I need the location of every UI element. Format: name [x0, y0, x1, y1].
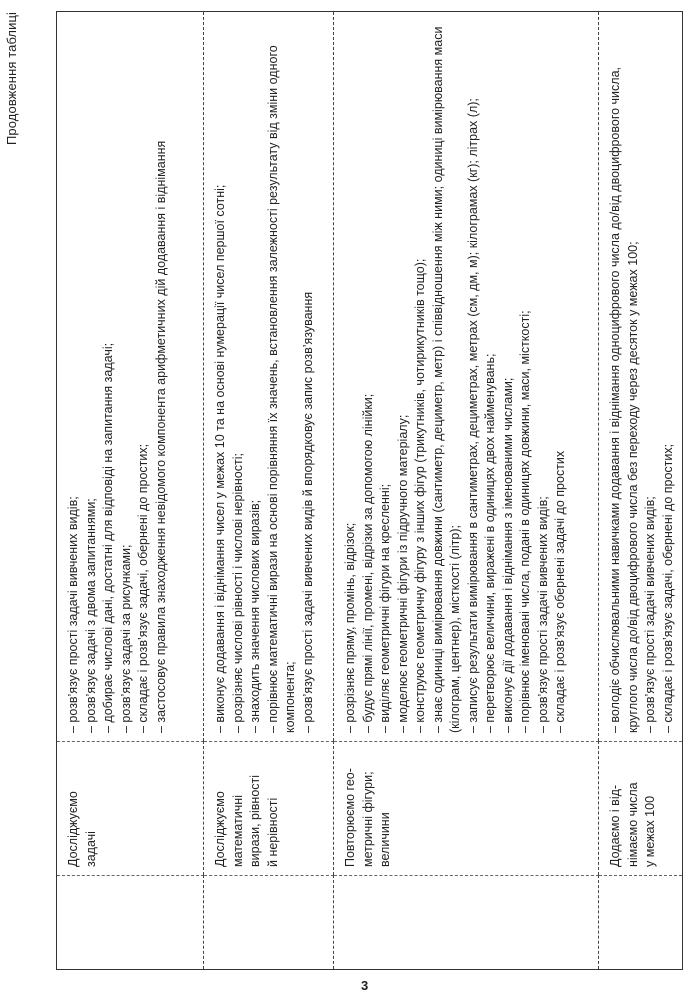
- list-item: – порівнює іменовані числа, подані в одиницях довжини, маси, місткості;: [518, 310, 532, 733]
- list-item: – складає і розв’язує задачі, обернені до простих;: [136, 443, 150, 733]
- topic-cell: [204, 742, 334, 876]
- list-item: – моделює геометричні фігури із підручного матеріалу;: [395, 414, 410, 733]
- list-item: – знає одиниці вимірювання довжини (сантиметр, дециметр, метр) і співвідношення між ними; одиниці вимірювання маси (кілограм, центнер), місткості (літр);: [430, 26, 462, 733]
- outcomes-cell: [599, 12, 683, 742]
- topic-title: Додаємо і від- німаємо числа у межах 100: [608, 782, 657, 867]
- list-item: – розрізняє пряму, промінь, відрізок;: [343, 522, 357, 733]
- list-item: – володіє обчислювальними навичками додавання і віднімання одноцифрового числа до/від двоцифрового числа, круглого числа до/від двоцифрового числа без переходу через десяток у межах 100;: [608, 66, 640, 733]
- empty-cell: [599, 876, 683, 970]
- empty-cell: [334, 876, 599, 970]
- list-item: – виділяє геометричні фігури на кресленні;: [378, 483, 392, 733]
- topic-title: Повторюємо гео- метричні фігури; величини: [343, 768, 392, 867]
- list-item: – розв’язує прості задачі вивчених видів;: [66, 496, 80, 733]
- empty-cell: [57, 876, 204, 970]
- topic-cell: [599, 742, 683, 876]
- list-item: – розв’язує задачі з двома запитаннями;: [83, 498, 98, 733]
- outcomes-cell: [204, 12, 334, 742]
- list-item: – розв’язує задачі за рисунками;: [118, 544, 133, 733]
- list-item: – розв’язує прості задачі вивчених видів;: [643, 496, 657, 733]
- list-item: – виконує дії додавання і віднімання з іменованими числами;: [500, 377, 515, 733]
- page-number: 3: [361, 978, 369, 993]
- topic-cell: [334, 742, 599, 876]
- empty-cell: [204, 876, 334, 970]
- table-row: [57, 12, 204, 970]
- topic-cell: [57, 742, 204, 876]
- list-item: – будує прямі лінії, промені, відрізки за допомогою лінійки;: [360, 393, 375, 733]
- table-row: [204, 12, 334, 970]
- topic-title: Досліджуємо математичні вирази, рівності й нерівності: [213, 774, 280, 867]
- table-caption: Продовження таблиці: [4, 12, 19, 146]
- list-item: – конструює геометричну фігуру з інших фігур (трикутників, чотирикутників тощо);: [413, 258, 427, 733]
- list-item: – записує результати вимірювання в сантиметрах, дециметрах, метрах (см, дм, м); кілограмах (кг); літрах (л);: [465, 98, 480, 733]
- list-item: – складає і розв’язує задачі, обернені до простих;: [660, 443, 675, 733]
- list-item: – застосовує правила знаходження невідомого компонента арифметичних дій додавання і віднімання: [153, 140, 168, 733]
- outcomes-cell: [57, 12, 204, 742]
- table-row: [334, 12, 599, 970]
- list-item: – складає і розв’язує обернені задачі до простих: [553, 450, 567, 733]
- list-item: – перетворює величини, виражені в одиницях двох найменувань;: [483, 353, 497, 733]
- table-row: [599, 12, 683, 970]
- topic-title: Досліджуємо задачі: [66, 791, 98, 867]
- list-item: – порівнює математичні вирази на основі порівняння їх значень, встановлення залежності результату від зміни одного компонента;: [265, 45, 297, 733]
- list-item: – розв’язує прості задачі вивчених видів й впорядковує запис розв’язування: [300, 291, 315, 733]
- list-item: – виконує додавання і віднімання чисел у межах 10 та на основі нумерації чисел першої сотні;: [213, 184, 227, 733]
- list-item: – розрізняє числові рівності і числові нерівності;: [230, 453, 245, 733]
- outcomes-cell: [334, 12, 599, 742]
- list-item: – добирає числові дані, достатні для відповіді на запитання задачі;: [101, 342, 115, 733]
- list-item: – знаходить значення числових виразів;: [248, 499, 262, 733]
- curriculum-table: [56, 11, 683, 970]
- list-item: – розв’язує прості задачі вивчених видів;: [535, 496, 550, 733]
